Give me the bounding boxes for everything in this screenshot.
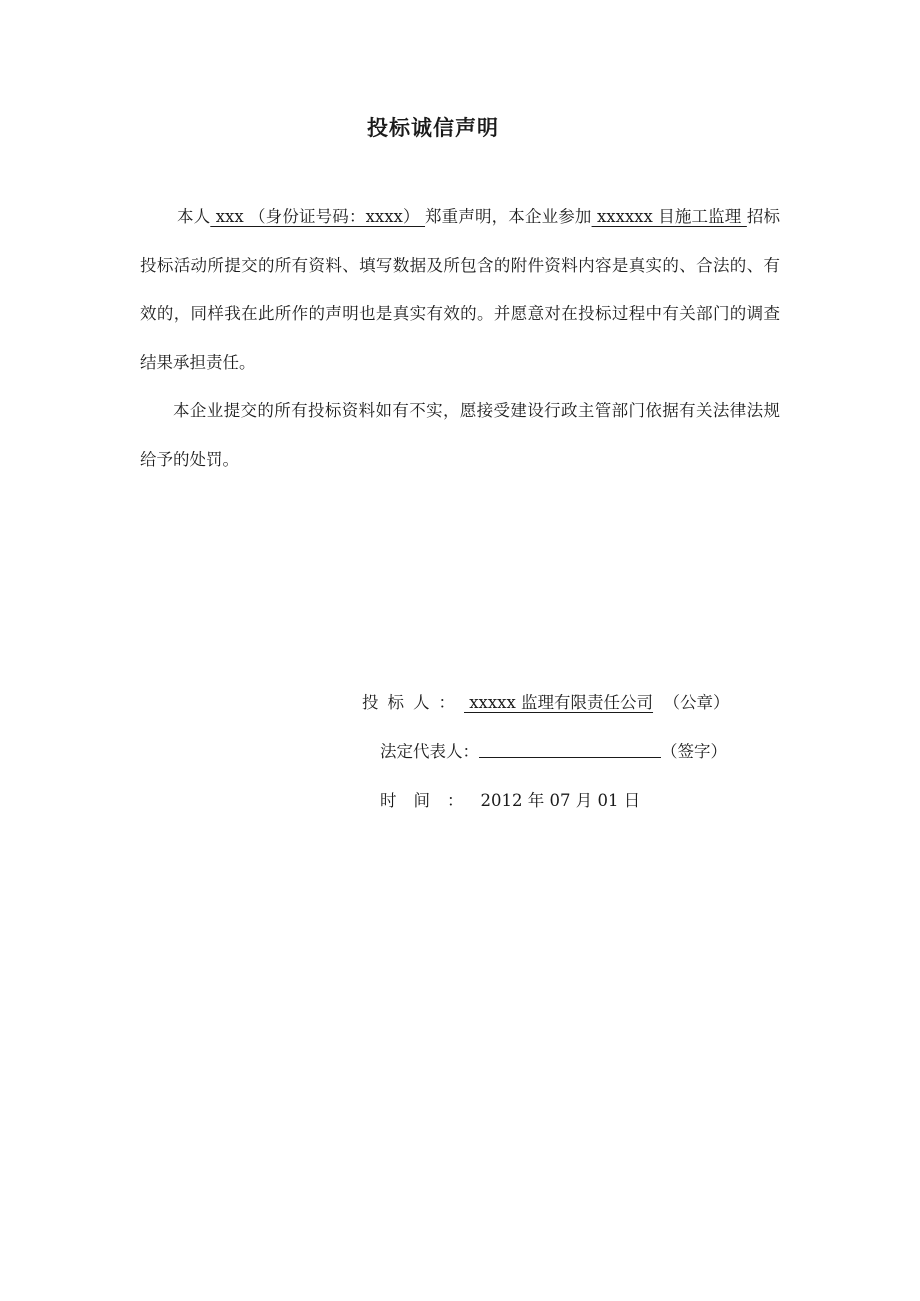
declaration-middle-text: 郑重声明，本企业参加	[425, 207, 592, 226]
bidder-company-field: xxxxx 监理有限责任公司	[464, 693, 654, 712]
page-title: 投标诚信声明	[367, 116, 499, 140]
declarant-name-field: xxx （身份证号码：xxxx）	[210, 207, 426, 226]
declaration-paragraph	[140, 193, 780, 387]
paragraph-indent	[140, 401, 173, 420]
penalty-text: 本企业提交的所有投标资料如有不实，愿接受建设行政主管部门依据有关法律法规给予的处罚。	[140, 401, 780, 469]
signature-note: （签字）	[661, 742, 727, 761]
official-seal-note: （公章）	[663, 693, 730, 712]
signature-blank	[479, 741, 661, 758]
bidder-label: 投标人：	[362, 693, 464, 712]
penalty-paragraph	[140, 387, 780, 484]
legal-representative-label: 法定代表人：	[380, 742, 479, 761]
date-label: 时间：	[380, 791, 481, 810]
date-value: 2012 年 07 月 01 日	[480, 791, 641, 810]
declaration-lead-text: 本人	[177, 207, 211, 226]
declaration-body-text: 招标投标活动所提交的所有资料、填写数据及所包含的附件资料内容是真实的、合法的、有效的，同样我在此所作的声明也是真实有效的。并愿意对在投标过程中有关部门的调查结果承担责任。	[140, 207, 781, 372]
bidder-line	[362, 691, 730, 715]
legal-representative-line	[380, 740, 727, 764]
project-name-field: xxxxxx 目施工监理	[591, 207, 747, 226]
paragraph-indent	[140, 207, 177, 226]
date-line	[380, 789, 640, 813]
